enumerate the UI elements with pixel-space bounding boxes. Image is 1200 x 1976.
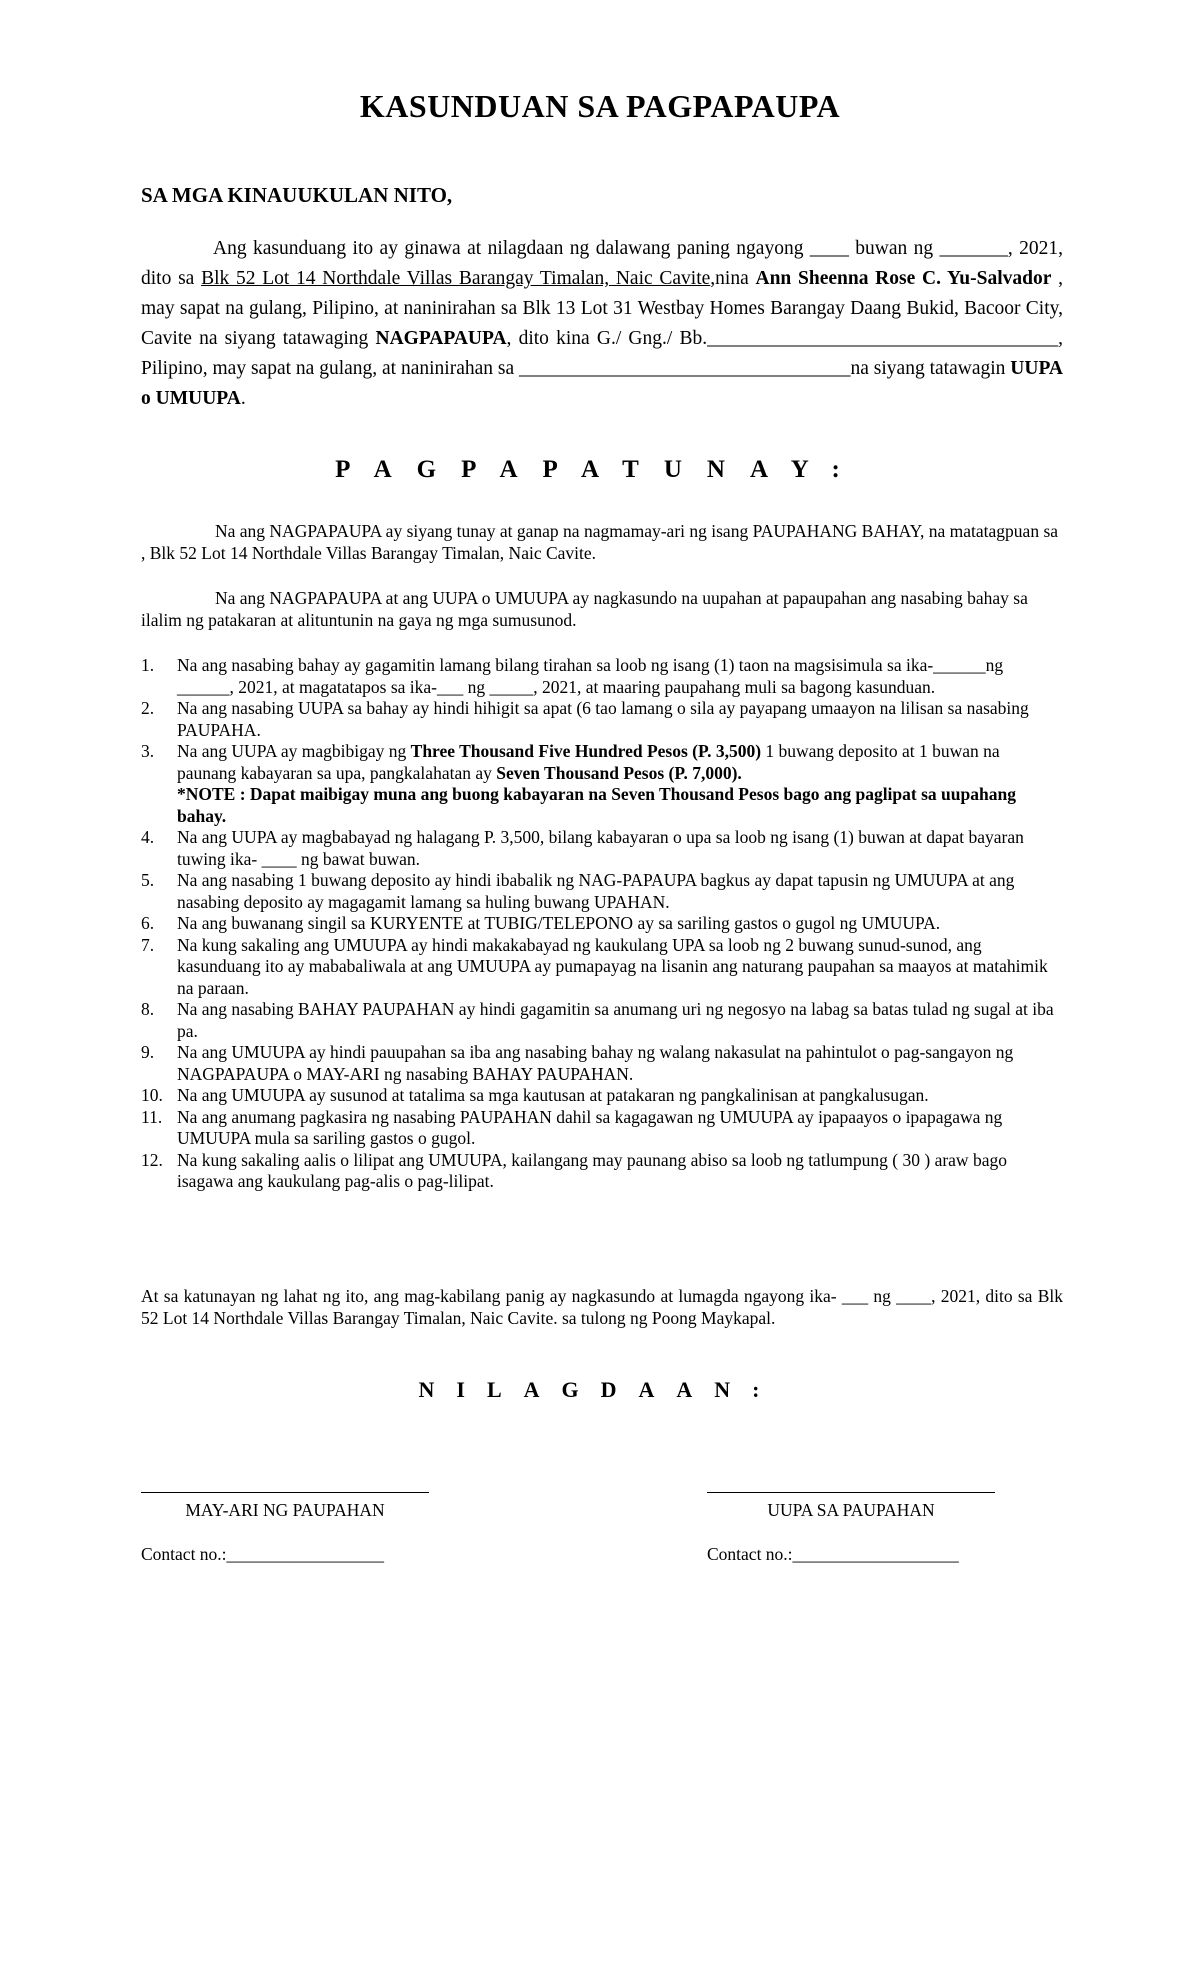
property-address: Blk 52 Lot 14 Northdale Villas Barangay Timalan, Naic Cavite (201, 268, 711, 289)
list-item (141, 1107, 1063, 1150)
list-item (141, 1085, 1063, 1107)
paragraph-ownership-text: Na ang NAGPAPAUPA ay siyang tunay at ganap na nagmamay-ari ng isang PAUPAHANG BAHAY, na matatagpuan sa , Blk 52 Lot 14 Northdale Villas Barangay Timalan, Naic Cavite. (141, 521, 1059, 563)
list-item-text: Na ang anumang pagkasira ng nasabing PAUPAHAN dahil sa kagagawan ng UMUUPA ay ipapaayos o ipapagawa ng UMUUPA mula sa sariling gastos o gugol. (177, 1106, 1003, 1148)
list-item-number: 5. (141, 870, 155, 890)
list-item-number: 9. (141, 1042, 155, 1062)
list-item (141, 870, 1063, 913)
list-item-text: 1 buwang deposito at 1 buwan na paunang kabayaran sa upa, pangkalahatan ay (177, 741, 1000, 783)
list-item-number: 2. (141, 698, 155, 718)
owner-name: Ann Sheenna Rose C. Yu-Salvador (755, 268, 1052, 289)
list-item-text: Na ang UMUUPA ay hindi pauupahan sa iba ang nasabing bahay ng walang nakasulat na pahintulot o pag-sangayon ng NAGPAPAUPA o MAY-ARI ng nasabing BAHAY PAUPAHAN. (177, 1042, 1014, 1084)
section-heading-pagpapatunay: PAGPAPATUNAY: (335, 456, 865, 483)
list-item-text: Na ang UUPA ay magbibigay ng (177, 741, 411, 761)
paragraph-agreement-text: Na ang NAGPAPAUPA at ang UUPA o UMUUPA ay nagkasundo na uupahan at papaupahan ang nasabing bahay sa ilalim ng patakaran at alituntunin na gaya ng mga sumusunod. (141, 588, 1028, 630)
list-item-text: Na kung sakaling aalis o lilipat ang UMUUPA, kailangang may paunang abiso sa loob ng tatlumpung ( 30 ) araw bago isagawa ang kaukulang pag-alis o pag-lilipat. (177, 1149, 1007, 1191)
list-item (141, 698, 1063, 741)
list-item-number: 4. (141, 827, 155, 847)
tenant-contact-field[interactable]: Contact no.:___________________ (707, 1544, 959, 1564)
list-item-number: 7. (141, 934, 155, 955)
total-amount: Seven Thousand Pesos (P. 7,000). (496, 762, 742, 783)
list-item (141, 913, 1063, 935)
list-item-number: 12. (141, 1149, 163, 1170)
list-item (141, 827, 1063, 870)
list-item-text: Na ang UUPA ay magbabayad ng halagang P. 3,500, bilang kabayaran o upa sa loob ng isang (1) buwan at dapat bayaran tuwing ika- ____ ng bawat buwan. (177, 827, 1024, 869)
nagpapaupa-term: NAGPAPAUPA (375, 328, 507, 349)
list-item-text: Na ang nasabing BAHAY PAUPAHAN ay hindi gagamitin sa anumang uri ng negosyo na labag sa batas tulad ng sugal at iba pa. (177, 999, 1054, 1041)
intro-text-1: Ang kasunduang ito ay ginawa at nilagdaan ng dalawang paning ngayong ____ buwan ng _______, 2021, dito sa (141, 238, 1063, 289)
list-item (141, 999, 1063, 1042)
terms-list (141, 655, 1063, 1193)
intro-text-2: ,nina (710, 268, 756, 289)
paragraph-ownership (141, 520, 1063, 564)
uupa-term: UUPA o UMUUPA (141, 358, 1063, 409)
list-item-number: 6. (141, 913, 155, 933)
paragraph-agreement (141, 587, 1063, 631)
list-item-text: Na ang nasabing 1 buwang deposito ay hindi ibabalik ng NAG-PAPAUPA bagkus ay dapat tapusin ng UMUUPA at ang nasabing deposito ay magagamit lamang sa huling buwang UPAHAN. (177, 870, 1015, 912)
list-item (141, 741, 1063, 827)
owner-contact-field[interactable]: Contact no.:__________________ (141, 1544, 385, 1564)
list-item-text: Na ang buwanang singil sa KURYENTE at TUBIG/TELEPONO ay sa sariling gastos o gugol ng UMUUPA. (177, 913, 941, 933)
intro-text-4: , dito kina G./ Gng./ Bb.____________________________________, Pilipino, may sapat na gulang, at naninirahan sa __________________________________na siyang tatawagin (141, 328, 1063, 379)
list-item-number: 11. (141, 1106, 163, 1127)
intro-text-5: . (240, 388, 246, 409)
list-item (141, 655, 1063, 698)
list-item (141, 1150, 1063, 1193)
list-item (141, 935, 1063, 1000)
tenant-signature-label: UUPA SA PAUPAHAN (767, 1500, 935, 1520)
list-item-text: Na ang nasabing bahay ay gagamitin lamang bilang tirahan sa loob ng isang (1) taon na magsisimula sa ika-______ng ______, 2021, at magatatapos sa ika-___ ng _____, 2021, at maaring paupahang muli sa bagong kasunduan. (177, 655, 1004, 697)
intro-text-3: , may sapat na gulang, Pilipino, at naninirahan sa Blk 13 Lot 31 Westbay Homes Barangay Daang Bukid, Bacoor City, Cavite na siyang tatawaging (141, 268, 1063, 349)
owner-signature-line[interactable] (141, 1492, 429, 1493)
owner-signature-label: MAY-ARI NG PAUPAHAN (185, 1500, 385, 1520)
closing-paragraph: At sa katunayan ng lahat ng ito, ang mag-kabilang panig ay nagkasundo at lumagda ngayong ika- ___ ng ____, 2021, dito sa Blk 52 Lot 14 Northdale Villas Barangay Timalan, Naic Cavite. sa tulong ng Poong Maykapal. (141, 1286, 1063, 1328)
list-item-text: Na ang UMUUPA ay susunod at tatalima sa mga kautusan at patakaran ng pangkalinisan at pangkalusugan. (177, 1085, 929, 1105)
salutation: SA MGA KINAUUKULAN NITO, (141, 183, 453, 207)
list-item (141, 1042, 1063, 1085)
document-title: KASUNDUAN SA PAGPAPAUPA (359, 88, 841, 124)
list-item-number: 1. (141, 655, 155, 675)
payment-note: *NOTE : Dapat maibigay muna ang buong kabayaran na Seven Thousand Pesos bago ang paglipat sa uupahang bahay. (177, 784, 1016, 826)
intro-paragraph (141, 234, 1063, 414)
tenant-signature-line[interactable] (707, 1492, 995, 1493)
list-item-number: 3. (141, 741, 155, 761)
list-item-text: Na ang nasabing UUPA sa bahay ay hindi hihigit sa apat (6 tao lamang o sila ay payapang umaayon na lilisan sa nasabing PAUPAHA. (177, 698, 1029, 740)
list-item-number: 10. (141, 1085, 163, 1105)
deposit-amount: Three Thousand Five Hundred Pesos (P. 3,500) (410, 741, 762, 761)
list-item-number: 8. (141, 999, 155, 1019)
list-item-text: Na kung sakaling ang UMUUPA ay hindi makakabayad ng kaukulang UPA sa loob ng 2 buwang sunud-sunod, ang kasunduang ito ay mababaliwala at ang UMUUPA ay pumapayag na lisanin ang naturang paupahan sa maayos at matahimik na paraan. (177, 934, 1048, 998)
section-heading-nilagdaan: NILAGDAAN: (418, 1377, 782, 1402)
